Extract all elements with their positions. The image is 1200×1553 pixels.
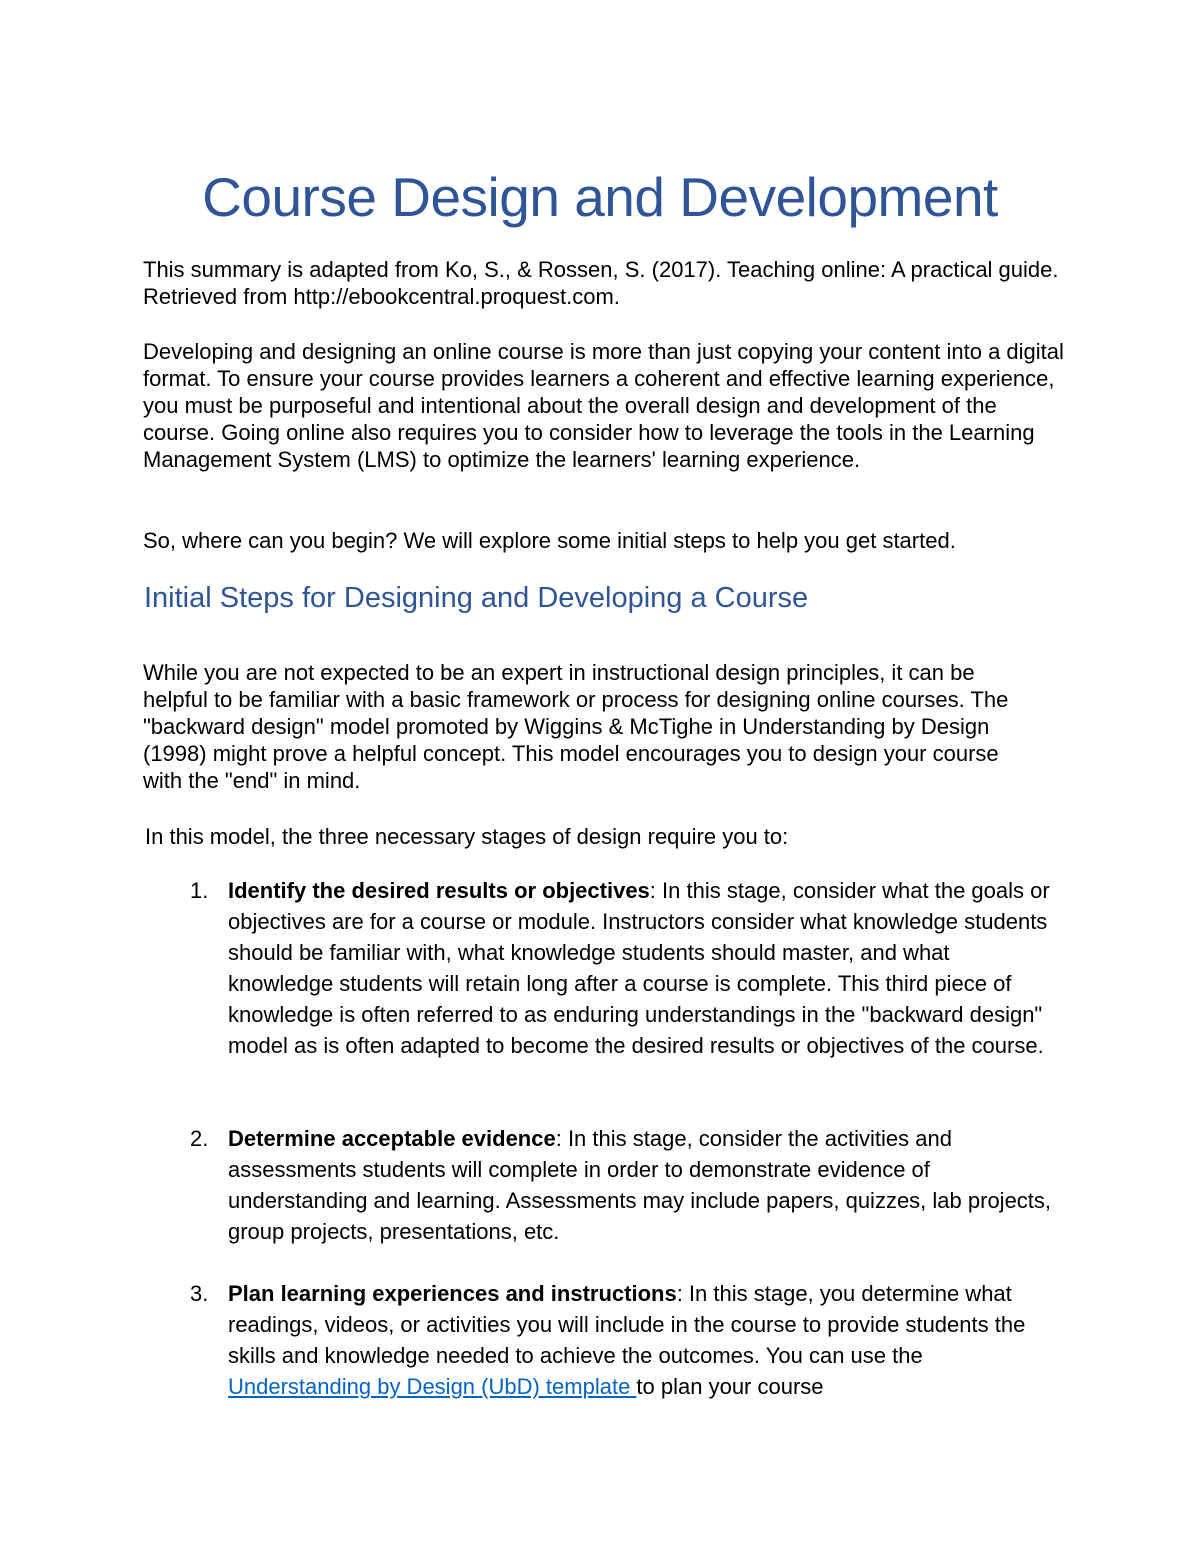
stage-description: : In this stage, you determine what readings, videos, or activities you will include in the course to provide students the skills and knowledge needed to achieve the outcomes. You can use the: [228, 1281, 1026, 1368]
list-item-text: [228, 1278, 1058, 1402]
stage-term: Plan learning experiences and instructions: [228, 1281, 677, 1306]
citation-paragraph: This summary is adapted from Ko, S., & Rossen, S. (2017). Teaching online: A practical guide. Retrieved from http://ebookcentral.proquest.com.: [143, 257, 1059, 309]
stage-description-end: to plan your course: [636, 1374, 824, 1399]
stage-term: Identify the desired results or objectives: [228, 878, 650, 903]
stage-term: Determine acceptable evidence: [228, 1126, 556, 1151]
stage-description: : In this stage, consider what the goals or objectives are for a course or module. Instructors consider what knowledge students should be familiar with, what knowledge students should master, and what knowledge students will retain long after a course is complete. This third piece of knowledge is often referred to as enduring understandings in the "backward design" model as is often adapted to become the desired results or objectives of the course.: [228, 878, 1050, 1058]
list-item-text: [228, 875, 1058, 1061]
document-title: Course Design and Development: [202, 166, 998, 228]
list-number: 3.: [190, 1281, 209, 1306]
model-paragraph: While you are not expected to be an expert in instructional design principles, it can be helpful to be familiar with a basic framework or process for designing online courses. The "backward design" model promoted by Wiggins & McTighe in Understanding by Design (1998) might prove a helpful concept. This model encourages you to design your course with the "end" in mind.: [143, 660, 1009, 793]
list-number: 2.: [190, 1126, 209, 1151]
list-number: 1.: [190, 878, 209, 903]
list-item-text: [228, 1123, 1058, 1247]
stage-description: : In this stage, consider the activities and assessments students will complete in order to demonstrate evidence of understanding and learning. Assessments may include papers, quizzes, lab projects, group projects, presentations, etc.: [228, 1126, 1052, 1244]
stages-intro-paragraph: In this model, the three necessary stages of design require you to:: [145, 824, 789, 849]
section-heading: Initial Steps for Designing and Developing a Course: [144, 582, 809, 614]
begin-paragraph: So, where can you begin? We will explore some initial steps to help you get started.: [143, 528, 956, 553]
intro-paragraph: Developing and designing an online course is more than just copying your content into a digital format. To ensure your course provides learners a coherent and effective learning experience, you must be purposeful and intentional about the overall design and development of the course. Going online also requires you to consider how to leverage the tools in the Learning Management System (LMS) to optimize the learners' learning experience.: [143, 339, 1064, 472]
ubd-template-link[interactable]: Understanding by Design (UbD) template: [228, 1374, 637, 1399]
